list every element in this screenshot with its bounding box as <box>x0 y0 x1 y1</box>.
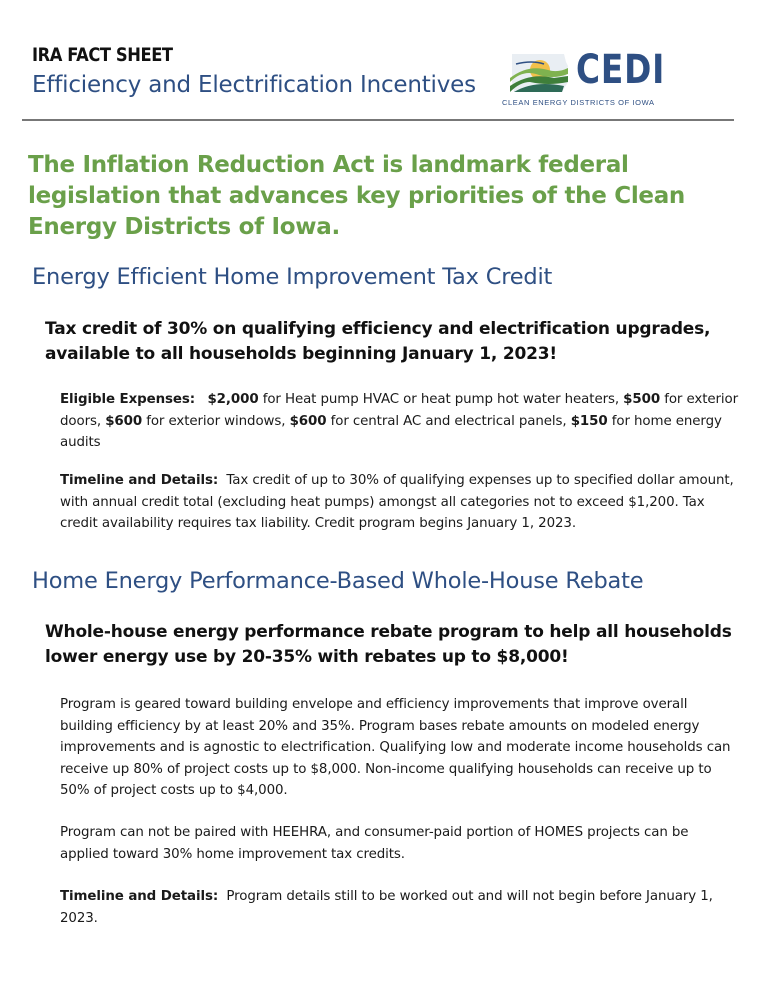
section1-subheading: Tax credit of 30% on qualifying efficiency and electrification upgrades, available to all households beginning January 1, 2023! <box>45 319 711 364</box>
section2-timeline-label: Timeline and Details: <box>60 889 219 904</box>
header-divider <box>22 119 734 121</box>
amount-doors: $500 <box>623 392 661 407</box>
logo-subtitle: CLEAN ENERGY DISTRICTS OF IOWA <box>502 98 655 107</box>
section1-timeline-paragraph <box>60 470 740 535</box>
text-ac-panels: for central AC and electrical panels, <box>326 413 571 429</box>
iowa-landscape-logo-icon <box>508 48 570 98</box>
text-doors: for exterior doors, <box>60 392 739 429</box>
amount-heat-pump: $2,000 <box>207 392 259 407</box>
section2-subheading: Whole-house energy performance rebate program to help all households lower energy use by 20-35% with rebates up to $8,000! <box>45 622 732 667</box>
document-title: Efficiency and Electrification Incentives <box>32 72 476 98</box>
amount-ac-panels: $600 <box>289 413 327 429</box>
section1-heading: Energy Efficient Home Improvement Tax Credit <box>32 264 553 290</box>
eligible-expenses-label: Eligible Expenses: <box>60 392 195 407</box>
text-windows: for exterior windows, <box>142 413 290 429</box>
section2-heading: Home Energy Performance-Based Whole-House Rebate <box>32 568 644 594</box>
header <box>32 44 736 120</box>
section2-timeline-text: Program details still to be worked out and will not begin before January 1, 2023. <box>60 889 713 926</box>
cedi-logo <box>502 47 698 108</box>
text-audits: for home energy audits <box>60 413 722 450</box>
logo-wordmark: CEDI <box>576 47 666 93</box>
text-heat-pump: for Heat pump HVAC or heat pump hot water heaters, <box>258 392 624 407</box>
lead-statement: The Inflation Reduction Act is landmark federal legislation that advances key priorities of the Clean Energy Districts of Iowa. <box>28 152 685 240</box>
amount-audits: $150 <box>570 413 608 429</box>
section1-timeline-label: Timeline and Details: <box>60 473 219 488</box>
section1-timeline-text: Tax credit of up to 30% of qualifying expenses up to specified dollar amount, with annual credit total (excluding heat pumps) amongst all categories not to exceed $1,200. Tax credit availability requires tax liability. Credit program begins January 1, 2023. <box>60 473 734 531</box>
section2-timeline-paragraph <box>60 886 740 929</box>
fact-sheet-kicker: IRA FACT SHEET <box>32 44 173 66</box>
section2-paragraph-2: Program can not be paired with HEEHRA, and consumer-paid portion of HOMES projects can be applied toward 30% home improvement tax credits. <box>60 825 689 862</box>
eligible-expenses-paragraph <box>60 389 740 454</box>
section2-paragraph-1: Program is geared toward building envelope and efficiency improvements that improve overall building efficiency by at least 20% and 35%. Program bases rebate amounts on modeled energy improvements and is agnostic to electrification. Qualifying low and moderate income households can receive up 80% of project costs up to $8,000. Non-income qualifying households can receive up to 50% of project costs up to $4,000. <box>60 697 731 798</box>
amount-windows: $600 <box>105 413 143 429</box>
